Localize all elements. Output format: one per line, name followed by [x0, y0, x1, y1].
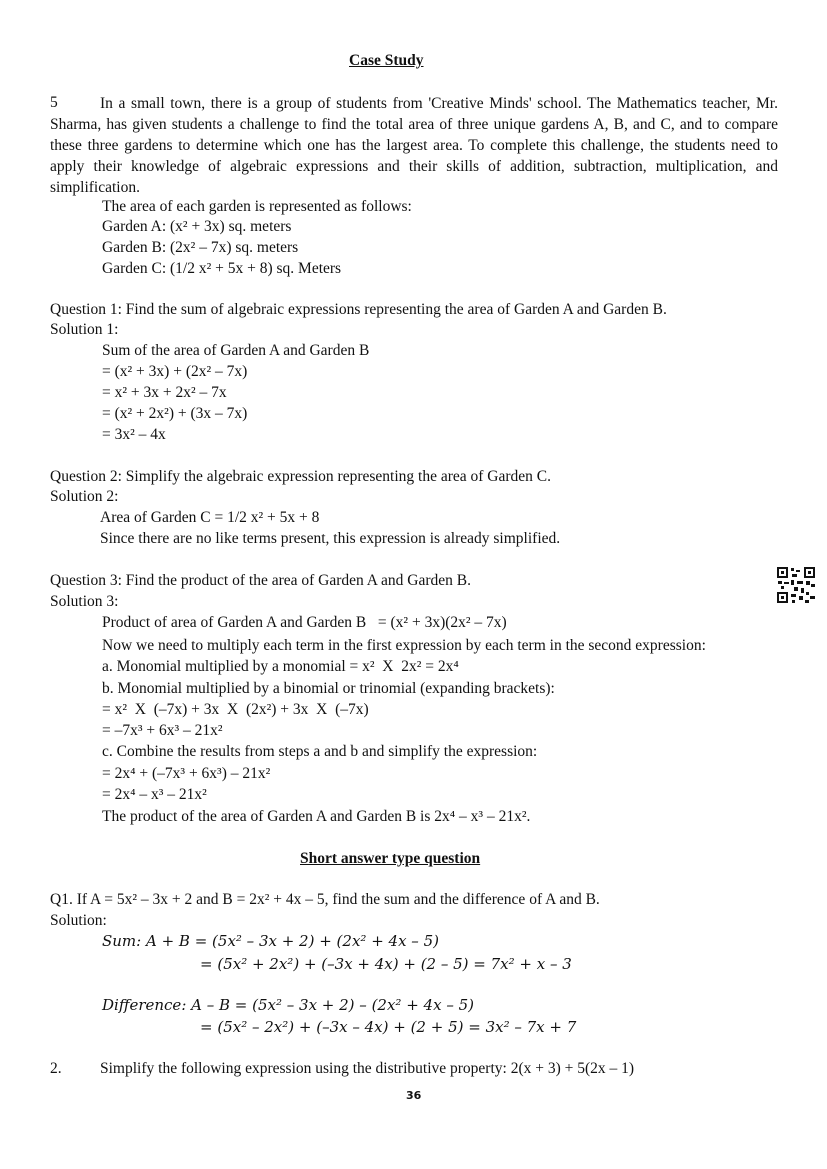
garden-c-area: Garden C: (1/2 x² + 5x + 8) sq. Meters — [102, 260, 342, 277]
question-3: Question 3: Find the product of the area of Garden A and Garden B. — [50, 572, 471, 589]
solution-3-line: = –7x³ + 6x³ – 21x² — [102, 722, 223, 739]
short-q1-solution-label: Solution: — [50, 912, 107, 929]
solution-1-line: Sum of the area of Garden A and Garden B — [102, 342, 370, 359]
solution-3-line: c. Combine the results from steps a and b and simplify the expression: — [102, 743, 538, 760]
area-intro: The area of each garden is represented as follows: — [102, 198, 412, 215]
sum-line-1: Sum: A + B = (5x² – 3x + 2) + (2x² + 4x – 5) — [102, 932, 439, 950]
short-q1: Q1. If A = 5x² – 3x + 2 and B = 2x² + 4x – 5, find the sum and the difference of A and B. — [50, 891, 600, 908]
solution-1-line: = 3x² – 4x — [102, 426, 166, 443]
difference-line-1: Difference: A – B = (5x² – 3x + 2) – (2x² + 4x – 5) — [102, 996, 474, 1014]
solution-1-line: = x² + 3x + 2x² – 7x — [102, 384, 227, 401]
question-number: 5 — [50, 94, 58, 111]
short-answer-title: Short answer type question — [300, 850, 481, 867]
case-study-intro: In a small town, there is a group of students from 'Creative Minds' school. The Mathematics teacher, Mr. Sharma, has given students a challenge to find the total area of three unique gardens A, B, and C, and to compare these three gardens to determine which one has the largest area. To complete this challenge, the students need to apply their knowledge of algebraic expressions and their skills of addition, subtraction, multiplication, and simplification. — [50, 95, 778, 196]
solution-3-line: b. Monomial multiplied by a binomial or trinomial (expanding brackets): — [102, 680, 555, 697]
garden-a-area: Garden A: (x² + 3x) sq. meters — [102, 218, 292, 235]
garden-b-area: Garden B: (2x² – 7x) sq. meters — [102, 239, 299, 256]
solution-2-label: Solution 2: — [50, 488, 119, 505]
difference-line-2: = (5x² – 2x²) + (–3x – 4x) + (2 + 5) = 3x² – 7x + 7 — [200, 1018, 577, 1036]
solution-3-line: a. Monomial multiplied by a monomial = x² X 2x² = 2x⁴ — [102, 658, 459, 675]
solution-3-line: The product of the area of Garden A and Garden B is 2x⁴ – x³ – 21x². — [102, 808, 531, 825]
solution-1-line: = (x² + 3x) + (2x² – 7x) — [102, 363, 248, 380]
question-2: Question 2: Simplify the algebraic expression representing the area of Garden C. — [50, 468, 552, 485]
case-study-title: Case Study — [349, 52, 424, 69]
short-q2: Simplify the following expression using the distributive property: 2(x + 3) + 5(2x – 1) — [100, 1060, 635, 1077]
solution-1-line: = (x² + 2x²) + (3x – 7x) — [102, 405, 248, 422]
solution-3-line: Product of area of Garden A and Garden B = (x² + 3x)(2x² – 7x) — [102, 614, 507, 631]
qr-code-icon — [776, 566, 816, 604]
solution-1-label: Solution 1: — [50, 321, 119, 338]
solution-2-line: Area of Garden C = 1/2 x² + 5x + 8 — [100, 509, 320, 526]
solution-3-line: = 2x⁴ + (–7x³ + 6x³) – 21x² — [102, 765, 271, 782]
sum-line-2: = (5x² + 2x²) + (–3x + 4x) + (2 – 5) = 7x² + x – 3 — [200, 955, 572, 973]
solution-3-line: = x² X (–7x) + 3x X (2x²) + 3x X (–7x) — [102, 701, 369, 718]
short-q2-number: 2. — [50, 1060, 62, 1077]
question-1: Question 1: Find the sum of algebraic expressions representing the area of Garden A and Garden B. — [50, 301, 667, 318]
solution-2-line: Since there are no like terms present, this expression is already simplified. — [100, 530, 561, 547]
solution-3-line: = 2x⁴ – x³ – 21x² — [102, 786, 207, 803]
solution-3-label: Solution 3: — [50, 593, 119, 610]
solution-3-line: Now we need to multiply each term in the first expression by each term in the second expression: — [102, 637, 706, 654]
page-number: 36 — [406, 1089, 422, 1102]
